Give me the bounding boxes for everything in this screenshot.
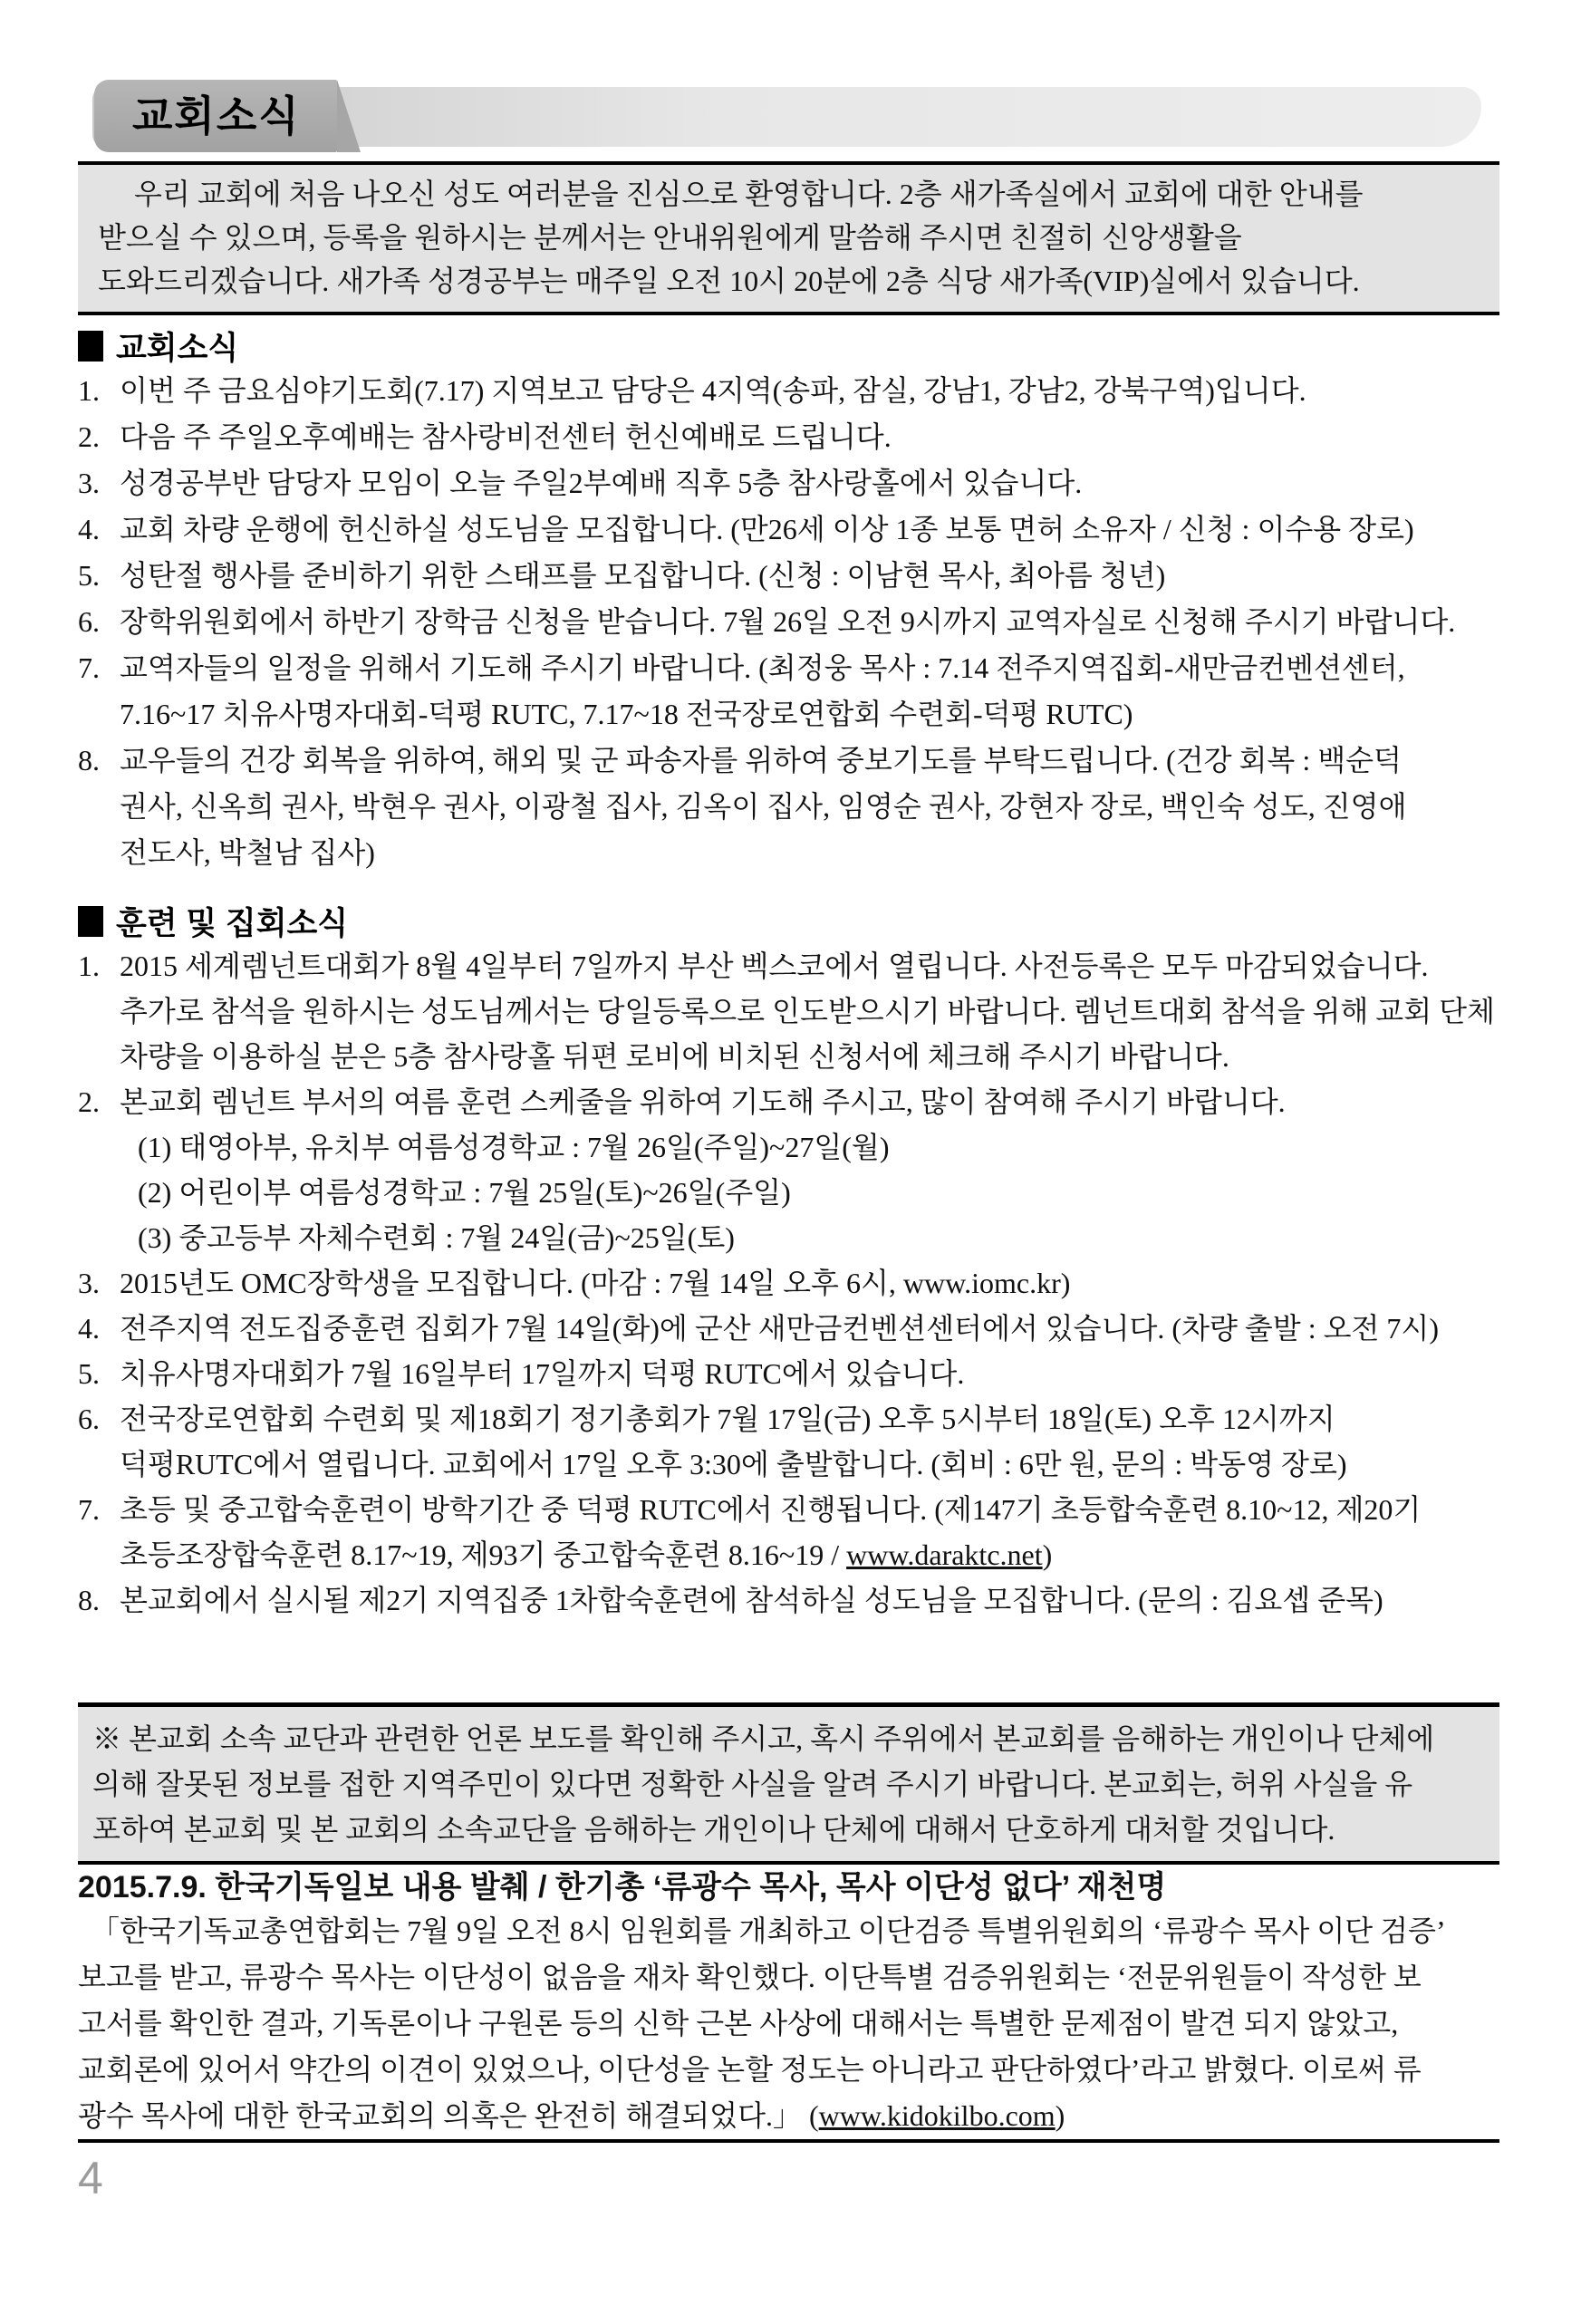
item-text: 장학위원회에서 하반기 장학금 신청을 받습니다. 7월 26일 오전 9시까지 교역자실로 신청해 주시기 바랍니다.	[120, 605, 1456, 638]
list-item	[78, 1487, 1499, 1532]
list-item	[78, 599, 1499, 645]
item-text: (3) 중고등부 자체수련회 : 7월 24일(금)~25일(토)	[138, 1221, 735, 1254]
item-text: 본교회 렘넌트 부서의 여름 훈련 스케줄을 위하여 기도해 주시고, 많이 참여해 주시기 바랍니다.	[120, 1085, 1286, 1118]
list-item-continuation	[78, 1442, 1499, 1487]
item-number: 3.	[78, 467, 100, 499]
welcome-line: 받으실 수 있으며, 등록을 원하시는 분께서는 안내위원에게 말씀해 주시면 친절히 신앙생활을	[98, 221, 1242, 254]
item-text: 성탄절 행사를 준비하기 위한 스태프를 모집합니다. (신청 : 이남현 목사, 최아름 청년)	[120, 559, 1166, 592]
list-subitem	[78, 1124, 1499, 1170]
page-number: 4	[78, 2153, 103, 2203]
list-item-continuation	[78, 1532, 1499, 1577]
page-title: 교회소식	[132, 92, 301, 140]
list-item	[78, 553, 1499, 599]
item-number: 7.	[78, 1493, 100, 1526]
item-text: 권사, 신옥희 권사, 박현우 권사, 이광철 집사, 김옥이 집사, 임영순 권사, 강현자 장로, 백인숙 성도, 진영애	[120, 790, 1407, 823]
article-line: 고서를 확인한 결과, 기독론이나 구원론 등의 신학 근본 사상에 대해서는 특별한 문제점이 발견 되지 않았고,	[78, 2007, 1399, 2040]
list-item-continuation	[78, 784, 1499, 830]
list-item	[78, 414, 1499, 460]
item-number: 6.	[78, 605, 100, 638]
black-square-bullet	[78, 331, 103, 362]
list-item	[78, 738, 1499, 784]
section-heading-training-news: 훈련 및 집회소식	[78, 905, 1499, 943]
list-item	[78, 1351, 1499, 1396]
article-heading: 2015.7.9. 한국기독일보 내용 발췌 / 한기총 ‘류광수 목사, 목사 이단성 없다’ 재천명	[78, 1870, 1167, 1905]
daraktc-link[interactable]: www.daraktc.net	[846, 1538, 1043, 1571]
item-number: 6.	[78, 1403, 100, 1435]
training-news-list	[78, 943, 1499, 1623]
item-number: 3.	[78, 1267, 100, 1299]
welcome-line: 우리 교회에 처음 나오신 성도 여러분을 진심으로 환영합니다. 2층 새가족실에서 교회에 대한 안내를	[134, 178, 1364, 210]
item-text: 덕평RUTC에서 열립니다. 교회에서 17일 오후 3:30에 출발합니다. (회비 : 6만 원, 문의 : 박동영 장로)	[120, 1448, 1347, 1480]
item-text: 추가로 참석을 원하시는 성도님께서는 당일등록으로 인도받으시기 바랍니다. 렘넌트대회 참석을 위해 교회 단체	[120, 995, 1495, 1027]
kidokilbo-link[interactable]: www.kidokilbo.com	[818, 2099, 1056, 2132]
bottom-rule	[78, 2139, 1499, 2143]
list-item-continuation	[78, 691, 1499, 738]
notice-line: 의해 잘못된 정보를 접한 지역주민이 있다면 정확한 사실을 알려 주시기 바랍니다. 본교회는, 허위 사실을 유	[92, 1768, 1413, 1800]
item-number: 4.	[78, 1312, 100, 1345]
item-text: 초등조장합숙훈련 8.17~19, 제93기 중고합숙훈련 8.16~19 / www.daraktc.net)	[120, 1538, 1053, 1571]
church-news-list	[78, 368, 1499, 876]
list-item	[78, 943, 1499, 988]
item-text: 교회 차량 운행에 헌신하실 성도님을 모집합니다. (만26세 이상 1종 보통 면허 소유자 / 신청 : 이수용 장로)	[120, 513, 1414, 545]
notice-line: 포하여 본교회 및 본 교회의 소속교단을 음해하는 개인이나 단체에 대해서 단호하게 대처할 것입니다.	[92, 1813, 1335, 1846]
item-text: 본교회에서 실시될 제2기 지역집중 1차합숙훈련에 참석하실 성도님을 모집합니다. (문의 : 김요셉 준목)	[120, 1584, 1383, 1616]
item-text: 7.16~17 치유사명자대회-덕평 RUTC, 7.17~18 전국장로연합회 수련회-덕평 RUTC)	[120, 698, 1133, 730]
list-item	[78, 506, 1499, 553]
item-number: 7.	[78, 651, 100, 684]
item-number: 1.	[78, 950, 100, 982]
item-number: 4.	[78, 513, 100, 545]
item-text: 전도사, 박철남 집사)	[120, 836, 375, 869]
item-text: 교우들의 건강 회복을 위하여, 해외 및 군 파송자를 위하여 중보기도를 부탁드립니다. (건강 회복 : 백순덕	[120, 744, 1402, 776]
list-subitem	[78, 1170, 1499, 1215]
article-body	[78, 1908, 1499, 2139]
item-text: 차량을 이용하실 분은 5층 참사랑홀 뒤편 로비에 비치된 신청서에 체크해 주시기 바랍니다.	[120, 1040, 1229, 1073]
list-item	[78, 1260, 1499, 1306]
list-item-continuation	[78, 988, 1499, 1034]
article-line: 교회론에 있어서 약간의 이견이 있었으나, 이단성을 논할 정도는 아니라고 판단하였다’라고 밝혔다. 이로써 류	[78, 2053, 1422, 2086]
list-item	[78, 460, 1499, 506]
article-line: 「한국기독교총연합회는 7월 9일 오전 8시 임원회를 개최하고 이단검증 특별위원회의 ‘류광수 목사 이단 검증’	[91, 1914, 1446, 1947]
list-item-continuation	[78, 1034, 1499, 1079]
notice-line: ※ 본교회 소속 교단과 관련한 언론 보도를 확인해 주시고, 혹시 주위에서 본교회를 음해하는 개인이나 단체에	[92, 1722, 1435, 1755]
item-text: 2015년도 OMC장학생을 모집합니다. (마감 : 7월 14일 오후 6시, www.iomc.kr)	[120, 1267, 1071, 1299]
item-number: 2.	[78, 420, 100, 453]
item-number: 8.	[78, 1584, 100, 1616]
item-text: 치유사명자대회가 7월 16일부터 17일까지 덕평 RUTC에서 있습니다.	[120, 1357, 965, 1390]
ribbon-dark-band-slant	[337, 80, 361, 152]
item-text: 전주지역 전도집중훈련 집회가 7월 14일(화)에 군산 새만금컨벤션센터에서 있습니다. (차량 출발 : 오전 7시)	[120, 1312, 1439, 1345]
article-line: 광수 목사에 대한 한국교회의 의혹은 완전히 해결되었다.」 (www.kidokilbo.com)	[78, 2099, 1065, 2132]
item-text: 2015 세계렘넌트대회가 8월 4일부터 7일까지 부산 벡스코에서 열립니다. 사전등록은 모두 마감되었습니다.	[120, 950, 1429, 982]
header-ribbon	[78, 78, 1499, 154]
item-text: 다음 주 주일오후예배는 참사랑비전센터 헌신예배로 드립니다.	[120, 420, 892, 453]
item-text: 성경공부반 담당자 모임이 오늘 주일2부예배 직후 5층 참사랑홀에서 있습니다.	[120, 467, 1083, 499]
welcome-box	[78, 161, 1499, 315]
item-number: 5.	[78, 559, 100, 592]
list-item-continuation	[78, 830, 1499, 876]
black-square-bullet	[78, 906, 103, 937]
notice-box	[78, 1702, 1499, 1865]
article-line: 보고를 받고, 류광수 목사는 이단성이 없음을 재차 확인했다. 이단특별 검증위원회는 ‘전문위원들이 작성한 보	[78, 1961, 1422, 1993]
list-item	[78, 1396, 1499, 1442]
list-subitem	[78, 1215, 1499, 1260]
list-item	[78, 1577, 1499, 1623]
item-number: 2.	[78, 1085, 100, 1118]
list-item	[78, 1306, 1499, 1351]
welcome-line: 도와드리겠습니다. 새가족 성경공부는 매주일 오전 10시 20분에 2층 식당 새가족(VIP)실에서 있습니다.	[98, 265, 1360, 297]
section-heading-church-news: 교회소식	[78, 330, 1499, 368]
item-text: 초등 및 중고합숙훈련이 방학기간 중 덕평 RUTC에서 진행됩니다. (제147기 초등합숙훈련 8.10~12, 제20기	[120, 1493, 1422, 1526]
item-text: 이번 주 금요심야기도회(7.17) 지역보고 담당은 4지역(송파, 잠실, 강남1, 강남2, 강북구역)입니다.	[120, 374, 1306, 407]
item-text: (2) 어린이부 여름성경학교 : 7월 25일(토)~26일(주일)	[138, 1176, 791, 1209]
item-number: 8.	[78, 744, 100, 776]
item-number: 5.	[78, 1357, 100, 1390]
list-item	[78, 645, 1499, 691]
list-item	[78, 1079, 1499, 1124]
item-text: 교역자들의 일정을 위해서 기도해 주시기 바랍니다. (최정웅 목사 : 7.14 전주지역집회-새만금컨벤션센터,	[120, 651, 1405, 684]
item-text: 전국장로연합회 수련회 및 제18회기 정기총회가 7월 17일(금) 오후 5시부터 18일(토) 오후 12시까지	[120, 1403, 1335, 1435]
item-text: (1) 태영아부, 유치부 여름성경학교 : 7월 26일(주일)~27일(월)	[138, 1131, 890, 1163]
item-number: 1.	[78, 374, 100, 407]
list-item	[78, 368, 1499, 414]
